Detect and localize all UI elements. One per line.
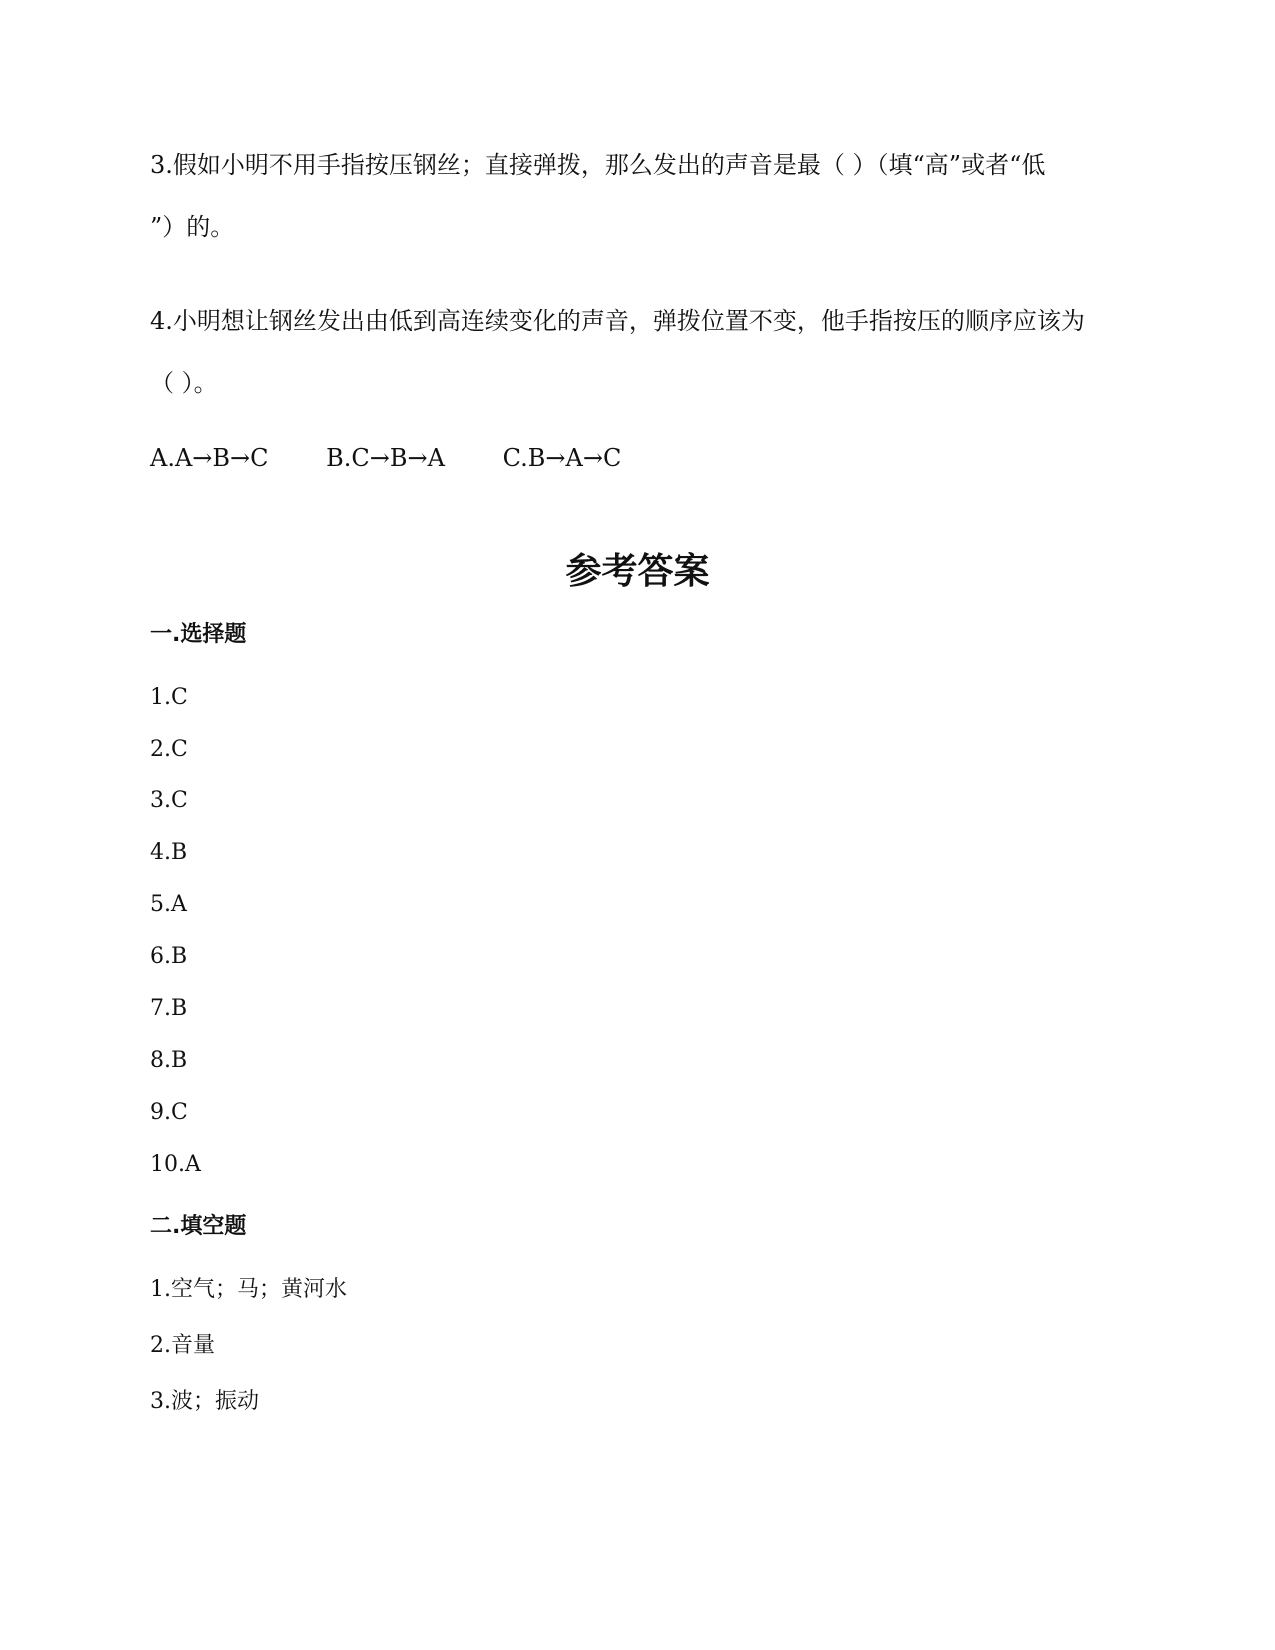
- answer-item: 3.C: [150, 788, 188, 813]
- answer-item: 5.A: [150, 892, 187, 917]
- question-4-line-2: （ ）。: [150, 369, 218, 397]
- answer-item: 3.波；振动: [150, 1389, 259, 1414]
- question-4-options: [150, 443, 621, 473]
- answer-item: 7.B: [150, 996, 188, 1021]
- section-heading-fill-in-blank: 二.填空题: [150, 1214, 247, 1239]
- answer-item: 1.空气；马；黄河水: [150, 1277, 347, 1302]
- answer-item: 4.B: [150, 840, 188, 865]
- answer-item: 6.B: [150, 944, 188, 969]
- answer-item: 2.音量: [150, 1333, 215, 1358]
- question-3-line-2: ”）的。: [150, 213, 235, 241]
- option-b: B.C→B→A: [326, 444, 445, 472]
- answer-item: 9.C: [150, 1100, 188, 1125]
- answer-item: 10.A: [150, 1152, 201, 1177]
- answer-item: 8.B: [150, 1048, 188, 1073]
- section-heading-multiple-choice: 一.选择题: [150, 622, 247, 647]
- option-a: A.A→B→C: [150, 444, 269, 472]
- option-c: C.B→A→C: [502, 444, 622, 472]
- answer-key-title: 参考答案: [565, 551, 710, 592]
- answer-item: 2.C: [150, 737, 188, 762]
- question-3-line-1: 3.假如小明不用手指按压钢丝；直接弹拨，那么发出的声音是最（ ）（填“高”或者“低: [150, 151, 1046, 179]
- question-4-line-1: 4.小明想让钢丝发出由低到高连续变化的声音，弹拨位置不变，他手指按压的顺序应该为: [150, 307, 1085, 335]
- answer-item: 1.C: [150, 685, 188, 710]
